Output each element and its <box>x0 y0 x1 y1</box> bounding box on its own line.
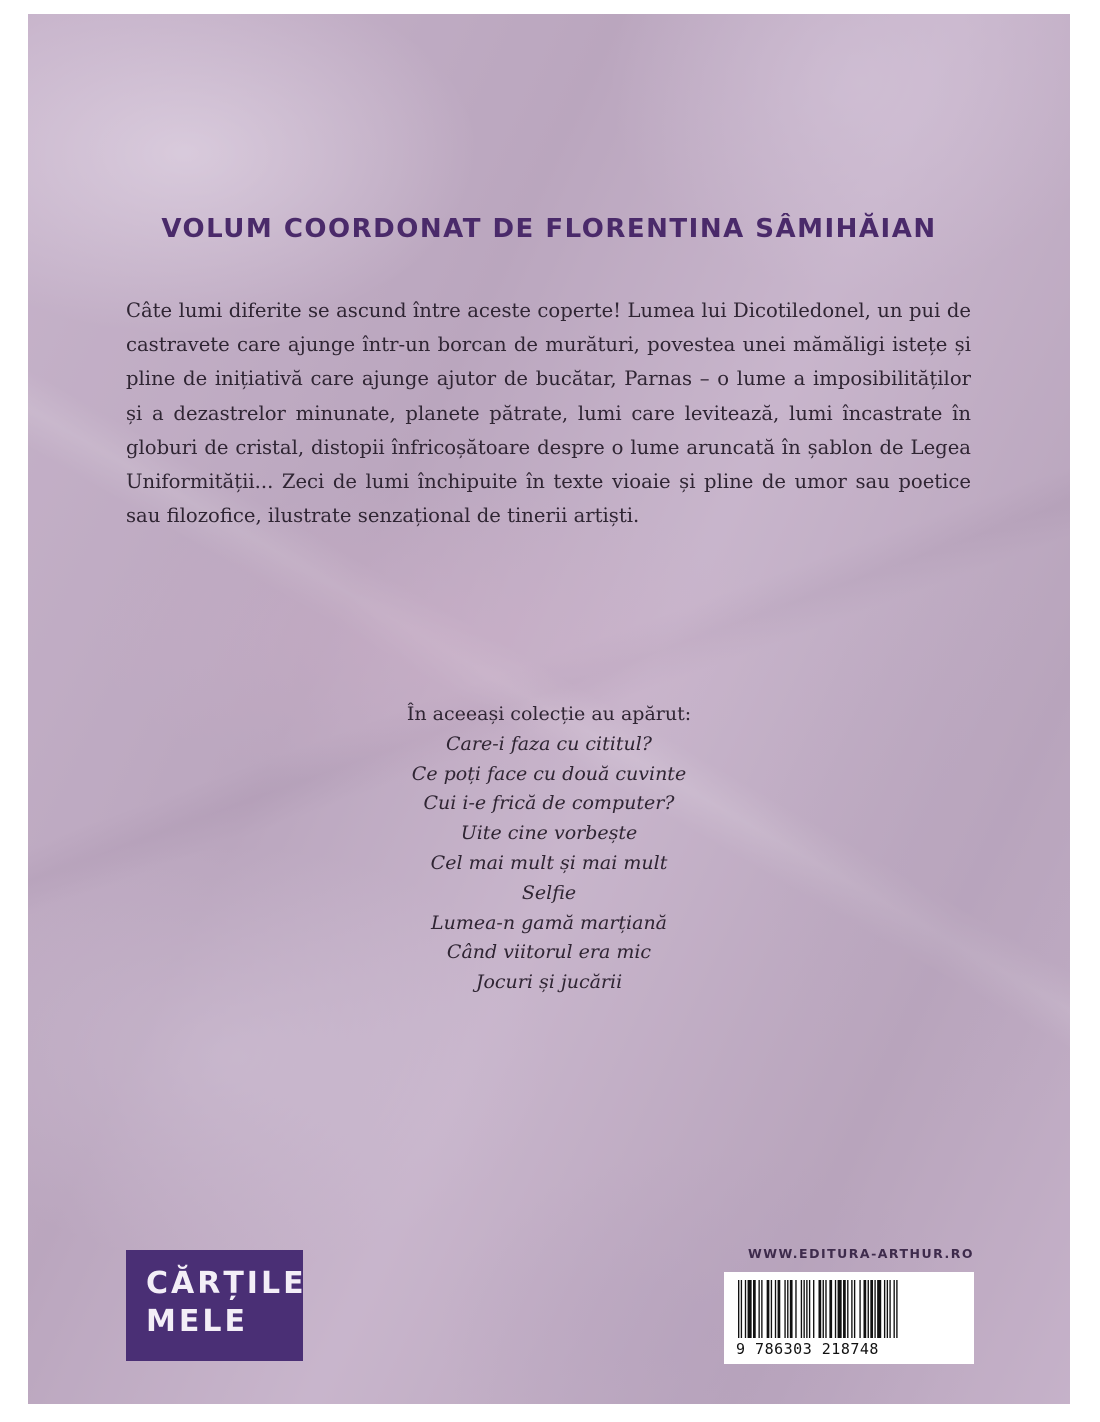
barcode-bar <box>741 1280 742 1338</box>
barcode-bar <box>758 1280 759 1338</box>
collection-title: Care-i faza cu cititul? <box>446 732 652 755</box>
barcode-bar <box>851 1280 852 1338</box>
publisher-website: WWW.EDITURA-ARTHUR.RO <box>747 1246 974 1261</box>
barcode-bar <box>823 1280 824 1338</box>
collection-title: Când viitorul era mic <box>446 941 652 964</box>
barcode-bar <box>877 1280 881 1338</box>
barcode-bars <box>736 1280 962 1338</box>
collection-titles <box>28 730 1070 998</box>
barcode-bar <box>790 1280 793 1338</box>
collection-list <box>28 700 1070 998</box>
back-cover <box>28 14 1070 1404</box>
barcode-bar <box>843 1280 846 1338</box>
barcode-bar <box>825 1280 826 1338</box>
barcode-bar <box>787 1280 788 1338</box>
series-logo-line2: MELE <box>146 1304 248 1339</box>
barcode-bar <box>835 1280 836 1338</box>
barcode-bar <box>795 1280 796 1338</box>
series-logo <box>126 1250 307 1361</box>
barcode-bar <box>801 1280 802 1338</box>
barcode-bar <box>748 1280 752 1338</box>
barcode-bar <box>896 1280 897 1338</box>
coordinator-credit: VOLUM COORDONAT DE FLORENTINA SÂMIHĂIAN <box>161 214 937 244</box>
barcode-bar <box>894 1280 895 1338</box>
barcode-bar <box>767 1280 770 1338</box>
barcode-bar <box>870 1280 873 1338</box>
barcode-bar <box>859 1280 860 1338</box>
barcode-bar <box>874 1280 875 1338</box>
barcode-bar <box>809 1280 810 1338</box>
barcode-bar <box>863 1280 866 1338</box>
collection-title: Jocuri și jucării <box>475 971 623 994</box>
collection-title: Lumea-n gamă marțiană <box>430 911 668 934</box>
collection-title: Cui i-e frică de computer? <box>423 792 675 815</box>
barcode-bar <box>889 1280 890 1338</box>
barcode-bar <box>775 1280 776 1338</box>
series-logo-line1: CĂRȚILE <box>146 1266 307 1301</box>
barcode-bar <box>806 1280 807 1338</box>
barcode-bar <box>771 1280 772 1338</box>
collection-title: Selfie <box>521 881 577 904</box>
barcode-bar <box>854 1280 855 1338</box>
collection-heading: În aceeași colecție au apărut: <box>406 703 692 725</box>
barcode-bar <box>738 1280 739 1338</box>
collection-title: Ce poți face cu două cuvinte <box>411 762 687 785</box>
barcode-bar <box>745 1280 746 1338</box>
blurb-paragraph: Câte lumi diferite se ascund între aceste coperte! Lumea lui Dicotiledonel, un pui de castravete care ajunge într-un borcan de murături, povestea unei mămăligi istețe și pline de inițiativă care ajunge ajutor de bucătar, Parnas – o lume a imposibilităților și a dezastrelor minunate, planete pătrate, lumi care levitează, lumi încastrate în globuri de cristal, distopii înfricoșătoare despre o lume aruncată în șablon de Legea Uniformității... Zeci de lumi închipuite în texte vioaie și pline de umor sau poetice sau filozofice, ilustrate senzațional de tinerii artiști. <box>126 299 971 528</box>
barcode-bar <box>784 1280 785 1338</box>
barcode-bar <box>884 1280 885 1338</box>
barcode-bar <box>803 1280 804 1338</box>
barcode-bar <box>847 1280 848 1338</box>
barcode-bar <box>887 1280 888 1338</box>
isbn-number: 9 786303 218748 <box>736 1340 879 1358</box>
barcode-bar <box>761 1280 762 1338</box>
isbn-barcode <box>724 1272 974 1364</box>
barcode-bar <box>778 1280 781 1338</box>
barcode-bar <box>868 1280 869 1338</box>
barcode-bar <box>818 1280 821 1338</box>
barcode-bar <box>753 1280 756 1338</box>
barcode-bar <box>813 1280 814 1338</box>
collection-title: Cel mai mult și mai mult <box>430 851 668 874</box>
collection-title: Uite cine vorbește <box>460 822 638 845</box>
barcode-bar <box>829 1280 832 1338</box>
barcode-bar <box>838 1280 842 1338</box>
